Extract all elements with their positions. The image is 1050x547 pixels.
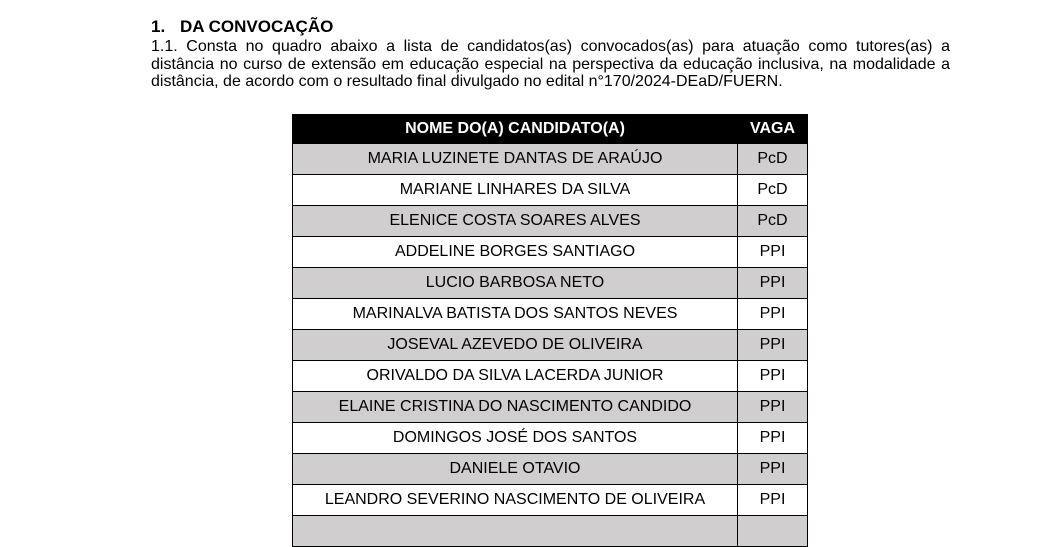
candidate-name-cell: JOSEVAL AZEVEDO DE OLIVEIRA bbox=[293, 330, 738, 361]
table-row bbox=[293, 423, 808, 454]
vaga-cell: PcD bbox=[738, 206, 808, 237]
vaga-cell: PPI bbox=[738, 392, 808, 423]
table-row bbox=[293, 299, 808, 330]
table-row bbox=[293, 392, 808, 423]
table-row bbox=[293, 330, 808, 361]
table-row bbox=[293, 361, 808, 392]
candidate-name-cell: ELENICE COSTA SOARES ALVES bbox=[293, 206, 738, 237]
vaga-cell: PPI bbox=[738, 330, 808, 361]
vaga-cell: PPI bbox=[738, 454, 808, 485]
vaga-cell: PPI bbox=[738, 485, 808, 516]
intro-paragraph: 1.1. Consta no quadro abaixo a lista de candidatos(as) convocados(as) para atuação como tutores(as) a distância no curso de extensão em educação especial na perspectiva da educação inclusiva, na modalidade a distância, de acordo com o resultado final divulgado no edital n°170/2024-DEaD/FUERN. bbox=[151, 38, 950, 90]
vaga-cell: PPI bbox=[738, 361, 808, 392]
vaga-cell bbox=[738, 516, 808, 547]
vaga-cell: PPI bbox=[738, 423, 808, 454]
candidate-name-cell: ELAINE CRISTINA DO NASCIMENTO CANDIDO bbox=[293, 392, 738, 423]
vaga-cell: PcD bbox=[738, 175, 808, 206]
candidate-name-cell: MARINALVA BATISTA DOS SANTOS NEVES bbox=[293, 299, 738, 330]
candidate-name-cell: MARIANE LINHARES DA SILVA bbox=[293, 175, 738, 206]
table-header-row bbox=[293, 115, 808, 144]
vaga-cell: PPI bbox=[738, 237, 808, 268]
candidate-name-cell: DOMINGOS JOSÉ DOS SANTOS bbox=[293, 423, 738, 454]
candidates-table bbox=[292, 114, 808, 547]
table-row bbox=[293, 237, 808, 268]
candidate-name-cell: ADDELINE BORGES SANTIAGO bbox=[293, 237, 738, 268]
table-row bbox=[293, 516, 808, 547]
vaga-cell: PPI bbox=[738, 268, 808, 299]
table-row bbox=[293, 206, 808, 237]
table-row bbox=[293, 485, 808, 516]
section-heading bbox=[151, 17, 333, 37]
table-row bbox=[293, 175, 808, 206]
candidate-name-cell: LUCIO BARBOSA NETO bbox=[293, 268, 738, 299]
header-vaga: VAGA bbox=[738, 115, 808, 144]
header-candidate-name: NOME DO(A) CANDIDATO(A) bbox=[293, 115, 738, 144]
candidate-name-cell: DANIELE OTAVIO bbox=[293, 454, 738, 485]
section-number: 1. bbox=[151, 17, 166, 36]
table-row bbox=[293, 144, 808, 175]
candidate-name-cell: LEANDRO SEVERINO NASCIMENTO DE OLIVEIRA bbox=[293, 485, 738, 516]
table-row bbox=[293, 268, 808, 299]
vaga-cell: PcD bbox=[738, 144, 808, 175]
table-row bbox=[293, 454, 808, 485]
vaga-cell: PPI bbox=[738, 299, 808, 330]
candidate-name-cell: ORIVALDO DA SILVA LACERDA JUNIOR bbox=[293, 361, 738, 392]
candidate-name-cell bbox=[293, 516, 738, 547]
section-title: DA CONVOCAÇÃO bbox=[180, 17, 334, 36]
table-body bbox=[293, 144, 808, 547]
candidate-name-cell: MARIA LUZINETE DANTAS DE ARAÚJO bbox=[293, 144, 738, 175]
